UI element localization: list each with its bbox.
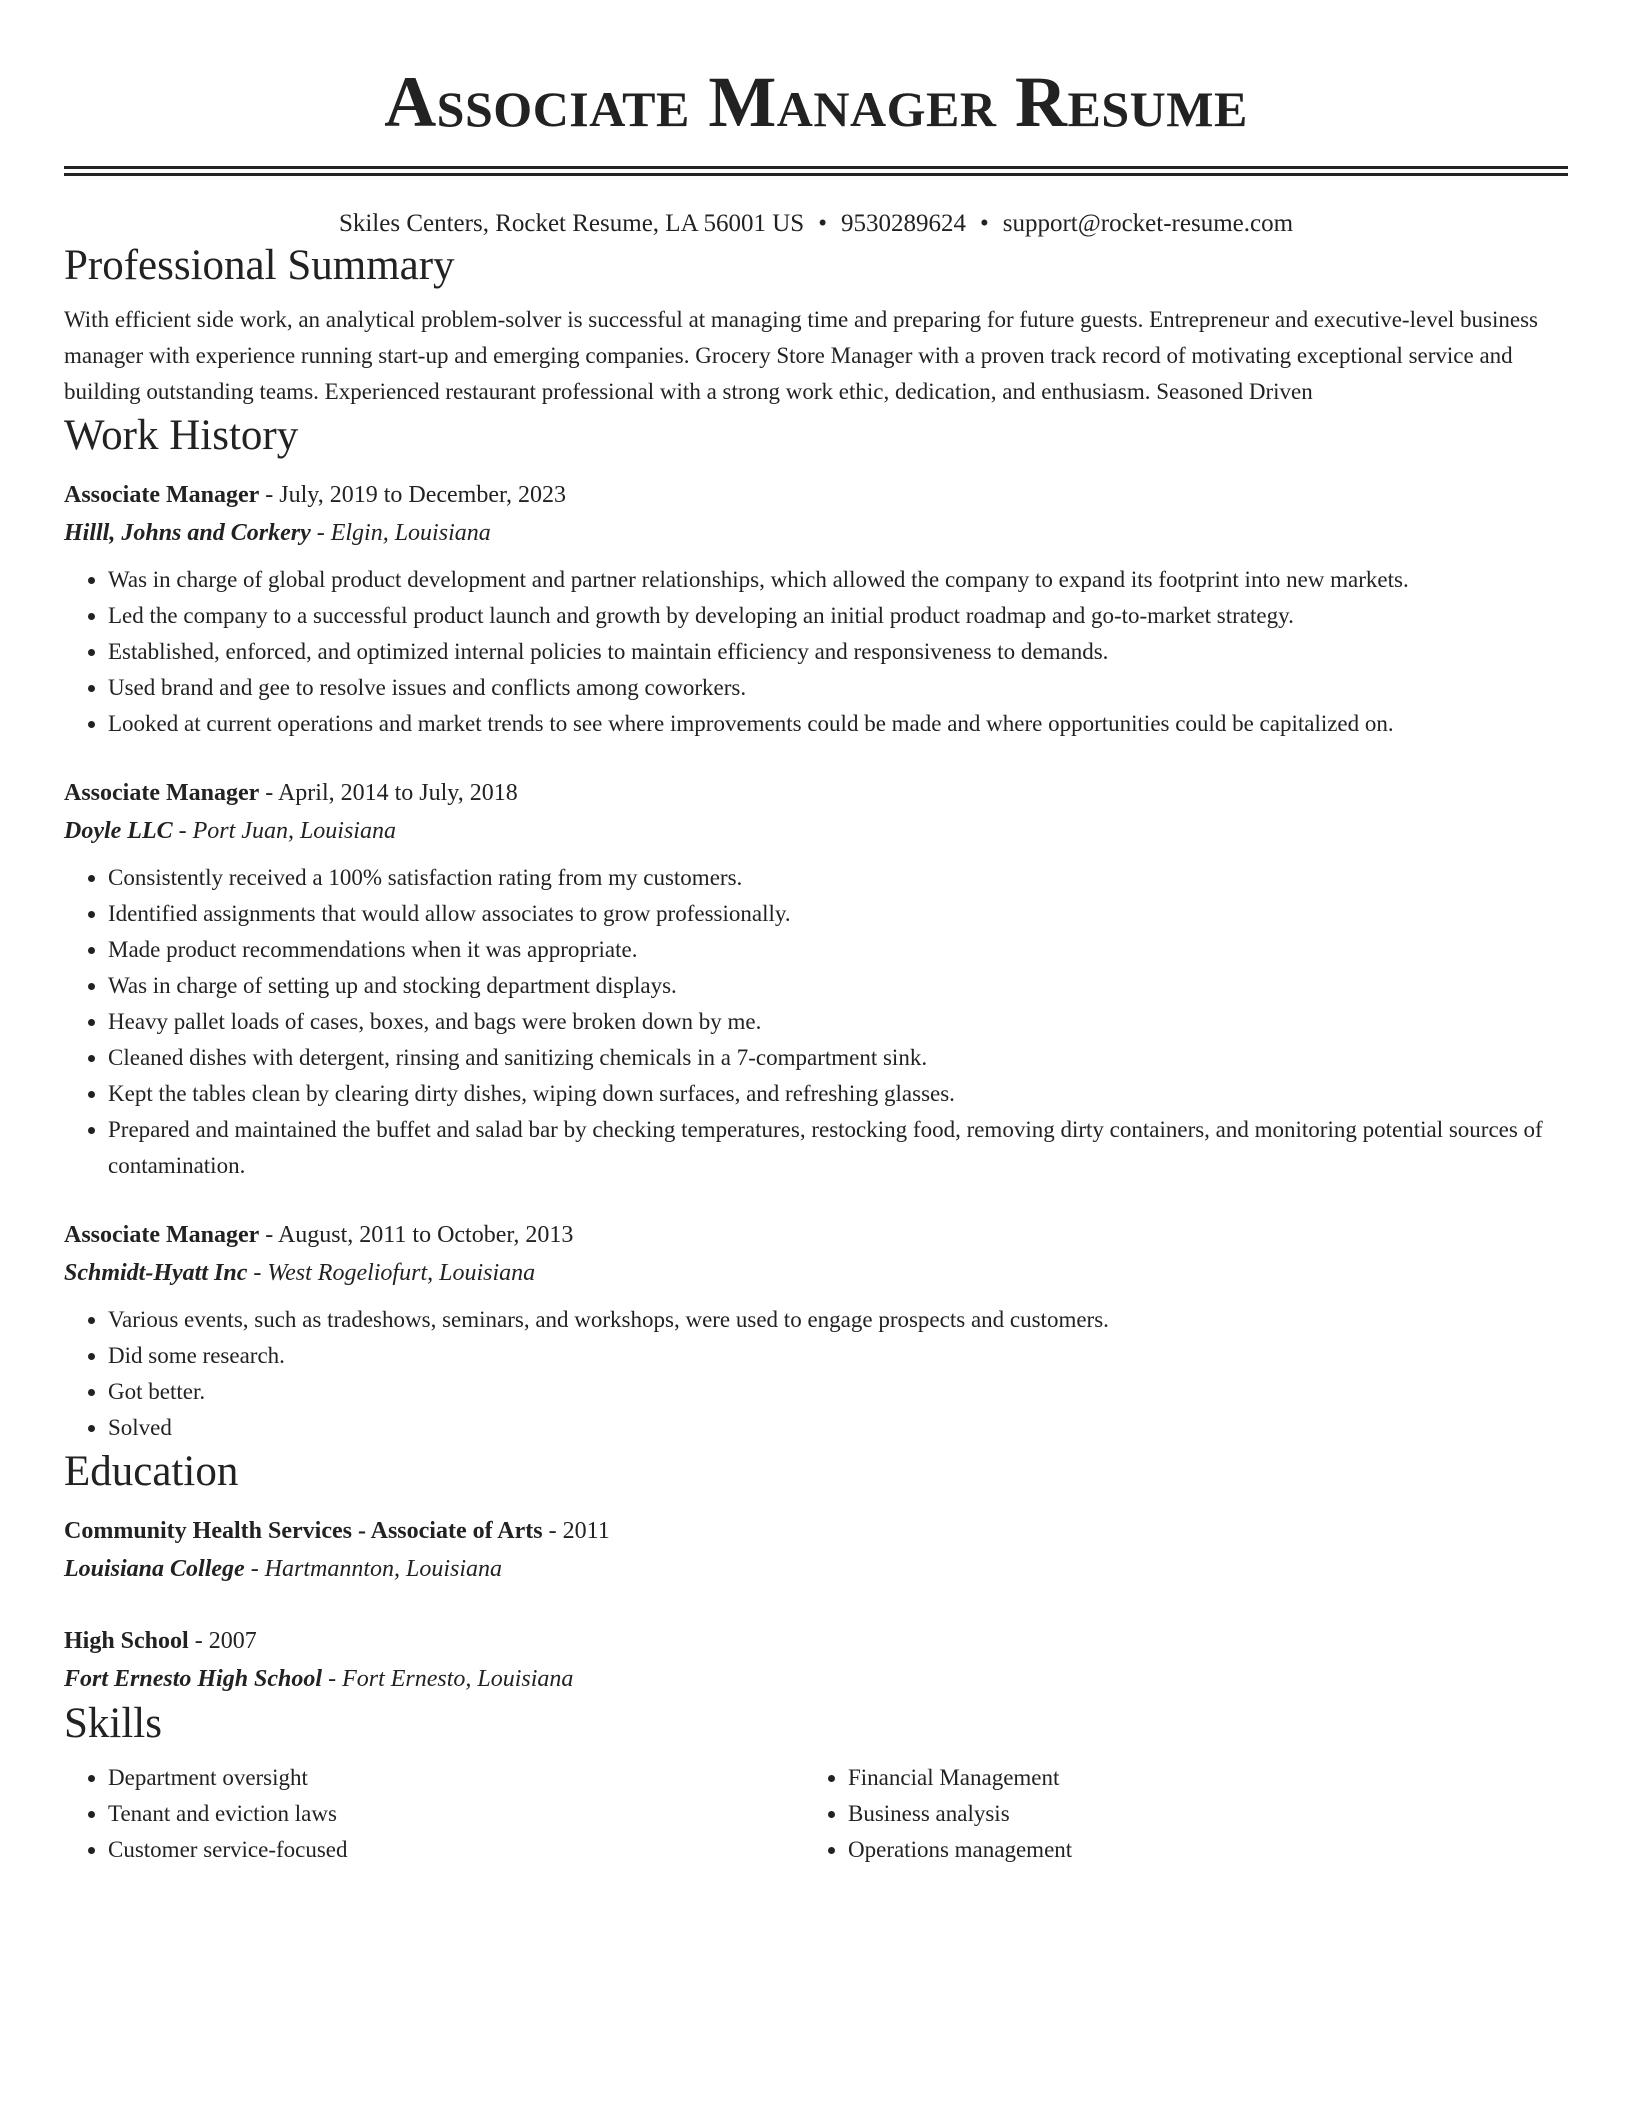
- skills-column-left: [64, 1760, 804, 1868]
- job-bullets: [64, 1302, 1568, 1446]
- education-degree: Community Health Services - Associate of Arts: [64, 1518, 543, 1544]
- job-dates: - July, 2019 to December, 2023: [259, 482, 567, 508]
- skills-list: [64, 1760, 1568, 1868]
- education-school: Louisiana College: [64, 1556, 245, 1582]
- job-bullet: • Solved: [108, 1410, 1568, 1446]
- job-bullet: • Kept the tables clean by clearing dirty dishes, wiping down surfaces, and refreshing glasses.: [108, 1076, 1568, 1112]
- education-location: - Fort Ernesto, Louisiana: [322, 1666, 574, 1692]
- resume-page: [64, 0, 1568, 1868]
- job-bullet: • Prepared and maintained the buffet and salad bar by checking temperatures, restocking food, removing dirty containers, and monitoring potential sources of contamination.: [108, 1112, 1568, 1184]
- work-history-heading: Work History: [64, 412, 299, 459]
- contact-separator: •: [979, 210, 989, 237]
- job-bullets: [64, 562, 1568, 742]
- job-company: Doyle LLC: [64, 818, 173, 844]
- job-bullet: • Established, enforced, and optimized internal policies to maintain efficiency and responsiveness to demands.: [108, 634, 1568, 670]
- resume-title: Associate Manager Resume: [384, 62, 1248, 142]
- job-role: Associate Manager: [64, 482, 260, 508]
- job-company: Schmidt-Hyatt Inc: [64, 1260, 248, 1286]
- job-dates: - April, 2014 to July, 2018: [259, 780, 518, 806]
- job-bullet: • Various events, such as tradeshows, seminars, and workshops, were used to engage prospects and customers.: [108, 1302, 1568, 1338]
- education-degree-line: [64, 1622, 1568, 1660]
- education-heading: Education: [64, 1448, 239, 1495]
- title-divider: [64, 166, 1568, 176]
- education-school-line: [64, 1550, 1568, 1588]
- job-title-line: [64, 1216, 1568, 1254]
- job-entry: [64, 476, 1568, 742]
- job-title-line: [64, 774, 1568, 812]
- education-entry: [64, 1512, 1568, 1588]
- education-year: - 2011: [542, 1518, 610, 1544]
- job-bullet: • Was in charge of global product development and partner relationships, which allowed the company to expand its footprint into new markets.: [108, 562, 1568, 598]
- job-bullet: • Consistently received a 100% satisfaction rating from my customers.: [108, 860, 1568, 896]
- job-bullet: • Led the company to a successful product launch and growth by developing an initial product roadmap and go-to-market strategy.: [108, 598, 1568, 634]
- contact-address: Skiles Centers, Rocket Resume, LA 56001 US: [338, 210, 805, 237]
- education-entry: [64, 1622, 1568, 1698]
- job-bullet: • Looked at current operations and market trends to see where improvements could be made and where opportunities could be capitalized on.: [108, 706, 1568, 742]
- skill-item: • Department oversight: [108, 1760, 804, 1796]
- job-bullet: • Used brand and gee to resolve issues and conflicts among coworkers.: [108, 670, 1568, 706]
- education-school: Fort Ernesto High School: [64, 1666, 323, 1692]
- skill-item: • Operations management: [848, 1832, 1544, 1868]
- job-entry: [64, 774, 1568, 1184]
- job-entry: [64, 1216, 1568, 1446]
- job-location: - Elgin, Louisiana: [310, 520, 491, 546]
- contact-line: [64, 208, 1568, 240]
- contact-separator: •: [818, 210, 827, 237]
- skills-heading: Skills: [64, 1700, 162, 1747]
- skill-item: • Tenant and eviction laws: [108, 1796, 804, 1832]
- job-company-line: [64, 1254, 1568, 1292]
- job-bullet: • Heavy pallet loads of cases, boxes, and bags were broken down by me.: [108, 1004, 1568, 1040]
- job-company-line: [64, 812, 1568, 850]
- job-role: Associate Manager: [64, 780, 260, 806]
- job-bullet: • Got better.: [108, 1374, 1568, 1410]
- job-location: - West Rogeliofurt, Louisiana: [247, 1260, 536, 1286]
- education-year: - 2007: [188, 1628, 257, 1654]
- education-location: - Hartmannton, Louisiana: [244, 1556, 503, 1582]
- contact-phone: 9530289624: [840, 210, 966, 237]
- job-company: Hilll, Johns and Corkery: [64, 520, 311, 546]
- education-school-line: [64, 1660, 1568, 1698]
- education-degree: High School: [64, 1628, 189, 1654]
- job-bullets: [64, 860, 1568, 1184]
- skills-column-right: [804, 1760, 1544, 1868]
- summary-heading: Professional Summary: [64, 242, 455, 289]
- skill-item: • Customer service-focused: [108, 1832, 804, 1868]
- job-role: Associate Manager: [64, 1222, 260, 1248]
- job-bullet: • Was in charge of setting up and stocking department displays.: [108, 968, 1568, 1004]
- job-bullet: • Identified assignments that would allow associates to grow professionally.: [108, 896, 1568, 932]
- contact-email: support@rocket-resume.com: [1002, 210, 1294, 237]
- education-degree-line: [64, 1512, 1568, 1550]
- summary-text: With efficient side work, an analytical problem-solver is successful at managing time and preparing for future guests. Entrepreneur and executive-level business manager with experience running start-up and emerging companies. Grocery Store Manager with a proven track record of motivating exceptional service and building outstanding teams. Experienced restaurant professional with a strong work ethic, dedication, and enthusiasm. Seasoned Driven: [64, 307, 1538, 404]
- job-bullet: • Cleaned dishes with detergent, rinsing and sanitizing chemicals in a 7-compartment sink.: [108, 1040, 1568, 1076]
- job-title-line: [64, 476, 1568, 514]
- job-bullet: • Made product recommendations when it was appropriate.: [108, 932, 1568, 968]
- job-location: - Port Juan, Louisiana: [172, 818, 396, 844]
- skill-item: • Financial Management: [848, 1760, 1544, 1796]
- skill-item: • Business analysis: [848, 1796, 1544, 1832]
- job-bullet: • Did some research.: [108, 1338, 1568, 1374]
- job-company-line: [64, 514, 1568, 552]
- job-dates: - August, 2011 to October, 2013: [259, 1222, 574, 1248]
